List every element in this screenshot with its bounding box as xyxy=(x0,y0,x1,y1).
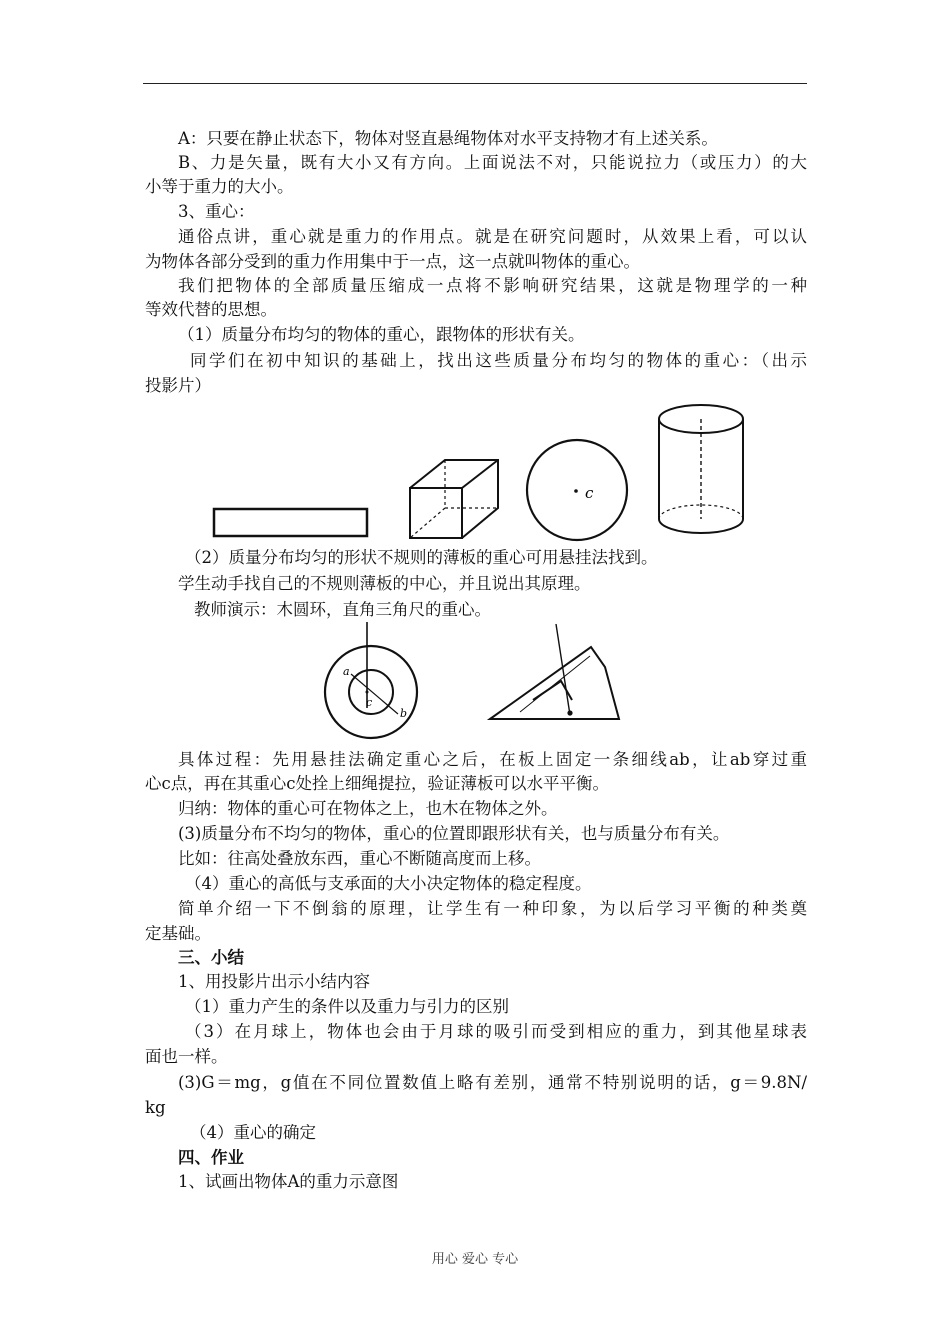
page-footer: 用心 爱心 专心 xyxy=(431,1252,519,1267)
section-heading-center-of-gravity: 3、重心： xyxy=(178,202,255,221)
wooden-ring-shape xyxy=(325,622,417,738)
header-rule xyxy=(143,83,807,84)
text-line: 1、用投影片出示小结内容 xyxy=(178,972,370,991)
section-heading-homework: 四、作业 xyxy=(178,1148,244,1167)
text-line: 我们把物体的全部质量压缩成一点将不影响研究结果，这就是物理学的一种 xyxy=(178,276,807,295)
ring-label-c: c xyxy=(366,696,373,709)
set-square-shape xyxy=(490,624,619,719)
ring-label-a: a xyxy=(343,665,350,678)
section-heading-summary: 三、小结 xyxy=(178,948,244,967)
text-line: 1、试画出物体A的重力示意图 xyxy=(178,1172,399,1191)
text-line: （1）重力产生的条件以及重力与引力的区别 xyxy=(185,997,509,1016)
uniform-objects-figure xyxy=(200,398,760,548)
text-line: 心c点，再在其重心c处拴上细绳提拉，验证薄板可以水平平衡。 xyxy=(145,774,609,793)
cube-shape xyxy=(410,460,498,538)
sphere-center-label: c xyxy=(585,484,594,502)
text-line: 小等于重力的大小。 xyxy=(145,177,294,196)
text-line: 教师演示：木圆环，直角三角尺的重心。 xyxy=(194,600,491,619)
text-line: 面也一样。 xyxy=(145,1047,228,1066)
text-line: (3)质量分布不均匀的物体，重心的位置即跟形状有关，也与质量分布有关。 xyxy=(178,824,730,843)
text-line: 通俗点讲，重心就是重力的作用点。就是在研究问题时，从效果上看，可以认 xyxy=(178,227,807,246)
text-line: 比如：往高处叠放东西，重心不断随高度而上移。 xyxy=(178,849,541,868)
text-line: （4）重心的高低与支承面的大小决定物体的稳定程度。 xyxy=(185,874,592,893)
text-line: 归纳：物体的重心可在物体之上，也木在物体之外。 xyxy=(178,799,558,818)
text-line: 等效代替的思想。 xyxy=(145,300,277,319)
text-line: 定基础。 xyxy=(145,924,211,943)
ring-label-b: b xyxy=(400,707,408,720)
text-line: 为物体各部分受到的重力作用集中于一点，这一点就叫物体的重心。 xyxy=(145,252,640,271)
sphere-shape xyxy=(527,440,627,540)
text-line: 同学们在初中知识的基础上，找出这些质量分布均匀的物体的重心：（出示 xyxy=(190,351,807,370)
text-line: （1）质量分布均匀的物体的重心，跟物体的形状有关。 xyxy=(178,325,585,344)
text-line: 投影片） xyxy=(145,376,211,395)
text-line-b: B、力是矢量，既有大小又有方向。上面说法不对，只能说拉力（或压力）的大 xyxy=(178,153,807,172)
text-line: kg xyxy=(145,1098,166,1117)
text-line-a: A：只要在静止状态下，物体对竖直悬绳物体对水平支持物才有上述关系。 xyxy=(178,129,718,148)
text-line: 具体过程：先用悬挂法确定重心之后，在板上固定一条细线ab，让ab穿过重 xyxy=(178,750,807,769)
text-line: (3)G＝mg，g值在不同位置数值上略有差别，通常不特别说明的话，g＝9.8N/ xyxy=(178,1073,807,1092)
text-line: （2）质量分布均匀的形状不规则的薄板的重心可用悬挂法找到。 xyxy=(185,548,658,567)
ring-and-triangle-figure xyxy=(320,620,640,745)
cylinder-shape xyxy=(659,405,743,533)
text-line: 简单介绍一下不倒翁的原理，让学生有一种印象，为以后学习平衡的种类奠 xyxy=(178,899,807,918)
text-line: （3）在月球上，物体也会由于月球的吸引而受到相应的重力，到其他星球表 xyxy=(185,1022,807,1041)
text-line: 学生动手找自己的不规则薄板的中心，并且说出其原理。 xyxy=(178,574,591,593)
bar-shape xyxy=(214,509,367,536)
text-line: （4）重心的确定 xyxy=(190,1123,316,1142)
